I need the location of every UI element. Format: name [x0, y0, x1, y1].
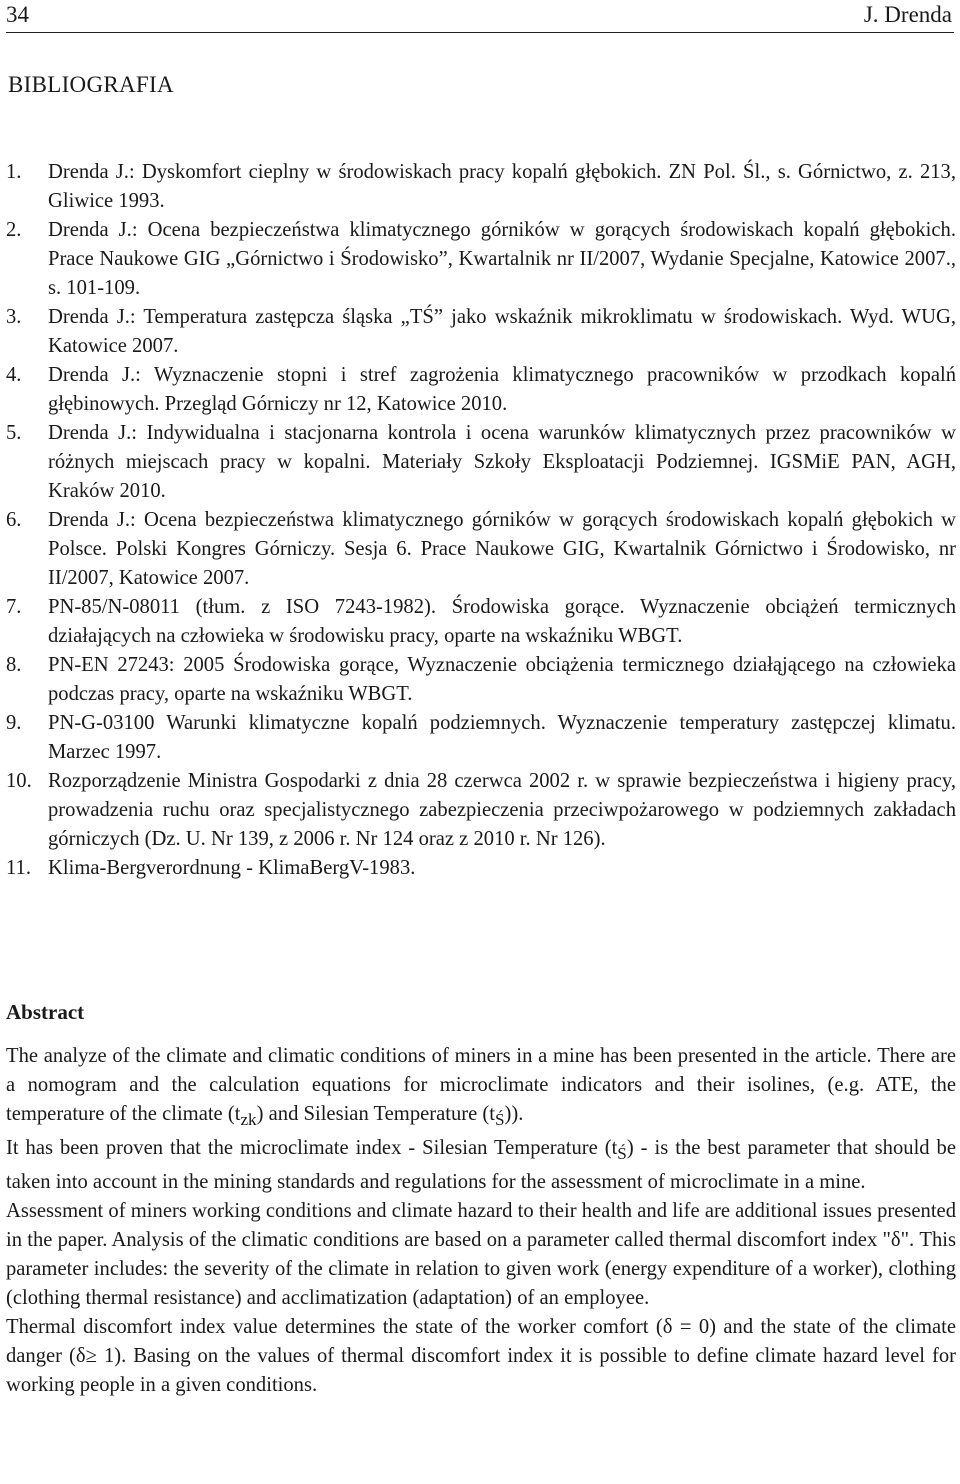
item-number: 8. — [6, 654, 22, 676]
bibliography-item — [6, 361, 956, 419]
item-text: Drenda J.: Wyznaczenie stopni i stref zagrożenia klimatycznego pracowników w przodkach kopalń głębinowych. Przegląd Górniczy nr 12, Katowice 2010. — [48, 364, 956, 415]
item-text: PN-G-03100 Warunki klimatyczne kopalń podziemnych. Wyznaczenie temperatury zastępczej klimatu. Marzec 1997. — [48, 712, 956, 763]
bibliography-item — [6, 216, 956, 303]
subscript: Ś — [617, 1144, 627, 1164]
abstract-paragraph — [6, 1042, 956, 1134]
item-text: Drenda J.: Dyskomfort cieplny w środowiskach pracy kopalń głębokich. ZN Pol. Śl., s. Górnictwo, z. 213, Gliwice 1993. — [48, 161, 956, 212]
bibliography-item — [6, 303, 956, 361]
abstract-text: The analyze of the climate and climatic conditions of miners in a mine has been presented in the article. There are a nomogram and the calculation equations for microclimate indicators and their isolines, (e.g. ATE, the temperature of the climate (t — [6, 1045, 956, 1125]
item-number: 9. — [6, 712, 22, 734]
item-number: 4. — [6, 364, 22, 386]
bibliography-item — [6, 651, 956, 709]
running-header — [6, 2, 954, 33]
abstract-text: It has been proven that the microclimate index - Silesian Temperature (t — [6, 1137, 618, 1160]
item-text: Drenda J.: Indywidualna i stacjonarna kontrola i ocena warunków klimatycznych przez pracowników w różnych miejscach pracy w kopalni. Materiały Szkoły Eksploatacji Podziemnej. IGSMiE PAN, AGH, Kraków 2010. — [48, 422, 956, 502]
running-header-author: J. Drenda — [863, 2, 952, 27]
bibliography-item — [6, 158, 956, 216]
item-text: PN-EN 27243: 2005 Środowiska gorące, Wyznaczenie obciążenia termicznego działąjącego na człowieka podczas pracy, oparte na wskaźniku WBGT. — [48, 654, 956, 705]
bibliography-item — [6, 767, 956, 854]
bibliography-item — [6, 593, 956, 651]
item-text: Drenda J.: Temperatura zastępcza śląska „TŚ” jako wskaźnik mikroklimatu w środowiskach. Wyd. WUG, Katowice 2007. — [48, 306, 956, 357]
abstract-paragraph: Assessment of miners working conditions and climate hazard to their health and life are additional issues presented in the paper. Analysis of the climatic conditions are based on a parameter called thermal discomfort index "δ". This parameter includes: the severity of the climate in relation to given work (energy expenditure of a worker), clothing (clothing thermal resistance) and acclimatization (adaptation) of an employee. — [6, 1200, 956, 1310]
bibliography-item — [6, 854, 956, 883]
item-text: Drenda J.: Ocena bezpieczeństwa klimatycznego górników w gorących środowiskach kopalń głębokich w Polsce. Polski Kongres Górniczy. Sesja 6. Prace Naukowe GIG, Kwartalnik Górnictwo i Środowisko, nr II/2007, Katowice 2007. — [48, 509, 956, 589]
item-number: 6. — [6, 509, 22, 531]
bibliography-item — [6, 419, 956, 506]
abstract-body — [6, 1042, 956, 1400]
bibliography-heading: BIBLIOGRAFIA — [8, 72, 174, 97]
item-text: PN-85/N-08011 (tłum. z ISO 7243-1982). Środowiska gorące. Wyznaczenie obciążeń termicznych działających na człowieka w środowisku pracy, oparte na wskaźniku WBGT. — [48, 596, 956, 647]
item-number: 1. — [6, 161, 22, 183]
subscript: Ś — [495, 1110, 505, 1130]
abstract-text: ) and Silesian Temperature (t — [256, 1103, 495, 1125]
subscript: zk — [240, 1110, 257, 1130]
item-text: Drenda J.: Ocena bezpieczeństwa klimatycznego górników w gorących środowiskach kopalń głębokich. Prace Naukowe GIG „Górnictwo i Środowisko”, Kwartalnik nr II/2007, Wydanie Specjalne, Katowice 2007., s. 101-109. — [48, 219, 956, 299]
item-number: 7. — [6, 596, 22, 618]
abstract-text: )). — [504, 1103, 524, 1125]
bibliography-item — [6, 709, 956, 767]
item-number: 5. — [6, 422, 22, 444]
bibliography-item — [6, 506, 956, 593]
item-number: 2. — [6, 219, 22, 241]
abstract-text: ) - is the best parameter that should be taken into account in the mining standards and regulations for the assessment of microclimate in a mine. — [6, 1137, 956, 1194]
abstract-heading: Abstract — [6, 1000, 85, 1024]
item-text: Rozporządzenie Ministra Gospodarki z dnia 28 czerwca 2002 r. w sprawie bezpieczeństwa i higieny pracy, prowadzenia ruchu oraz specjalistycznego zabezpieczenia przeciwpożarowego w podziemnych zakładach górniczych (Dz. U. Nr 139, z 2006 r. Nr 124 oraz z 2010 r. Nr 126). — [48, 770, 956, 850]
item-number: 11. — [6, 857, 31, 879]
item-text: Klima-Bergverordnung - KlimaBergV-1983. — [48, 857, 416, 879]
page-number: 34 — [6, 2, 29, 27]
abstract-paragraph: Thermal discomfort index value determines the state of the worker comfort (δ = 0) and the state of the climate danger (δ≥ 1). Basing on the values of thermal discomfort index it is possible to define climate hazard level for working people in a given conditions. — [6, 1316, 956, 1397]
abstract-paragraph — [6, 1134, 956, 1197]
item-number: 10. — [6, 770, 32, 792]
bibliography-list — [6, 158, 956, 883]
item-number: 3. — [6, 306, 22, 328]
